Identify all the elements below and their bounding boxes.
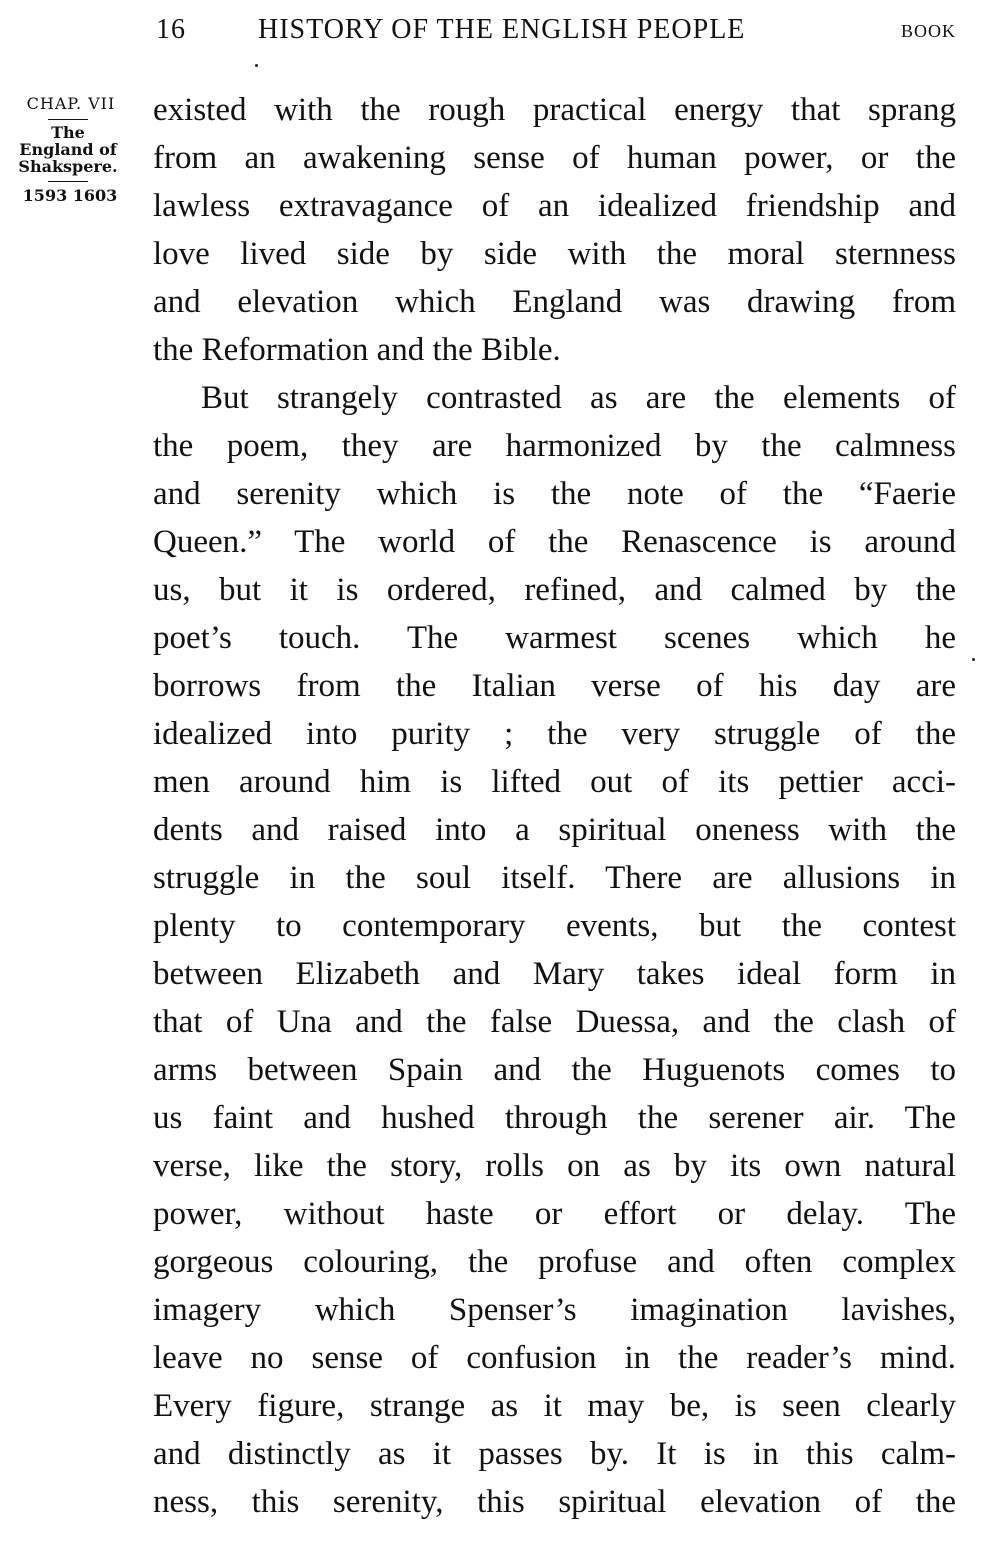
text-line: lawless extravagance of an idealized friendship and bbox=[153, 188, 956, 224]
text-line: and distinctly as it passes by. It is in this calm- bbox=[153, 1436, 956, 1472]
date-range: 1593 1603 bbox=[22, 186, 118, 205]
page-number: 16 bbox=[156, 14, 186, 45]
running-head bbox=[0, 14, 1000, 54]
text-line: Queen.” The world of the Renascence is around bbox=[153, 524, 956, 560]
text-line: that of Una and the false Duessa, and the clash of bbox=[153, 1004, 956, 1040]
text-line: arms between Spain and the Huguenots comes to bbox=[153, 1052, 956, 1088]
text-line: existed with the rough practical energy that sprang bbox=[153, 92, 956, 128]
print-speck bbox=[972, 658, 975, 661]
text-line: leave no sense of confusion in the reader’s mind. bbox=[153, 1340, 956, 1376]
text-line: the Reformation and the Bible. bbox=[153, 332, 561, 368]
text-line: verse, like the story, rolls on as by its own natural bbox=[153, 1148, 956, 1184]
margin-divider bbox=[48, 181, 88, 182]
text-line: idealized into purity ; the very struggle of the bbox=[153, 716, 956, 752]
text-line: between Elizabeth and Mary takes ideal form in bbox=[153, 956, 956, 992]
text-line: ness, this serenity, this spiritual elevation of the bbox=[153, 1484, 956, 1520]
section-topic-line: Shakspere. bbox=[18, 157, 118, 176]
text-line: love lived side by side with the moral sternness bbox=[153, 236, 956, 272]
text-line: power, without haste or effort or delay. The bbox=[153, 1196, 956, 1232]
text-line: Every figure, strange as it may be, is seen clearly bbox=[153, 1388, 956, 1424]
text-line: imagery which Spenser’s imagination lavishes, bbox=[153, 1292, 956, 1328]
chapter-label: CHAP. VII bbox=[26, 94, 116, 113]
text-line: dents and raised into a spiritual oneness with the bbox=[153, 812, 956, 848]
margin-notes bbox=[4, 94, 132, 205]
text-line: from an awakening sense of human power, or the bbox=[153, 140, 956, 176]
text-line: men around him is lifted out of its pettier acci- bbox=[153, 764, 956, 800]
text-line: plenty to contemporary events, but the contest bbox=[153, 908, 956, 944]
section-topic bbox=[4, 124, 132, 175]
text-line: us faint and hushed through the serener air. The bbox=[153, 1100, 956, 1136]
body-text bbox=[153, 86, 956, 1526]
running-title: HISTORY OF THE ENGLISH PEOPLE bbox=[258, 14, 746, 45]
section-topic-line: The bbox=[51, 123, 85, 142]
print-speck bbox=[255, 64, 258, 67]
margin-divider bbox=[48, 119, 88, 120]
text-line: and serenity which is the note of the “Faerie bbox=[153, 476, 956, 512]
text-line: poet’s touch. The warmest scenes which he bbox=[153, 620, 956, 656]
running-book-label: BOOK bbox=[900, 21, 956, 41]
text-line: struggle in the soul itself. There are allusions in bbox=[153, 860, 956, 896]
text-line: the poem, they are harmonized by the calmness bbox=[153, 428, 956, 464]
text-line: gorgeous colouring, the profuse and often complex bbox=[153, 1244, 956, 1280]
text-line: us, but it is ordered, refined, and calmed by the bbox=[153, 572, 956, 608]
text-line: borrows from the Italian verse of his day are bbox=[153, 668, 956, 704]
section-topic-line: England of bbox=[19, 140, 117, 159]
paragraph-start-line: But strangely contrasted as are the elements of bbox=[201, 380, 956, 416]
text-line: and elevation which England was drawing from bbox=[153, 284, 956, 320]
